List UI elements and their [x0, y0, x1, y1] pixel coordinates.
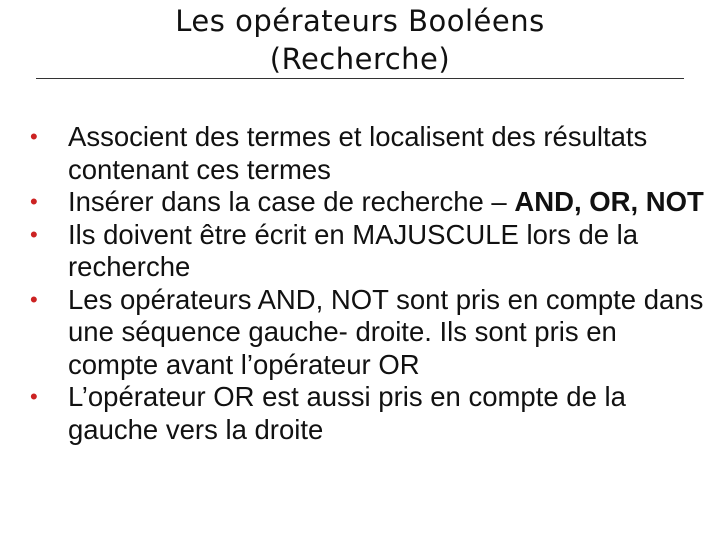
- slide-title: [0, 2, 720, 78]
- bullet-text: Les opérateurs AND, NOT sont pris en compte dans une séquence gauche- droite. Ils sont pris en compte avant l’opérateur OR: [68, 283, 704, 380]
- bullet-marker-icon: •: [30, 124, 38, 149]
- bullet-marker-icon: •: [30, 384, 38, 409]
- bullet-list: [26, 121, 706, 446]
- slide-title-line-1: Les opérateurs Booléens: [175, 4, 545, 38]
- bullet-text-bold: AND, OR, NOT: [514, 186, 704, 217]
- bullet-text: Ils doivent être écrit en MAJUSCULE lors de la recherche: [68, 218, 639, 282]
- bullet-text-plain: Insérer dans la case de recherche –: [68, 186, 515, 217]
- bullet-item: [26, 219, 706, 284]
- bullet-item: [26, 121, 706, 186]
- bullet-item: [26, 284, 706, 382]
- bullet-text: Associent des termes et localisent des résultats contenant ces termes: [68, 121, 648, 185]
- bullet-item: [26, 186, 706, 219]
- bullet-text: [68, 186, 706, 219]
- bullet-marker-icon: •: [30, 189, 38, 214]
- slide-title-line-2: (Recherche): [269, 42, 451, 76]
- bullet-text: L’opérateur OR est aussi pris en compte de la gauche vers la droite: [68, 381, 626, 445]
- bullet-marker-icon: •: [30, 221, 38, 247]
- bullet-marker-icon: •: [30, 286, 38, 312]
- title-divider: [36, 78, 684, 79]
- bullet-item: [26, 381, 706, 446]
